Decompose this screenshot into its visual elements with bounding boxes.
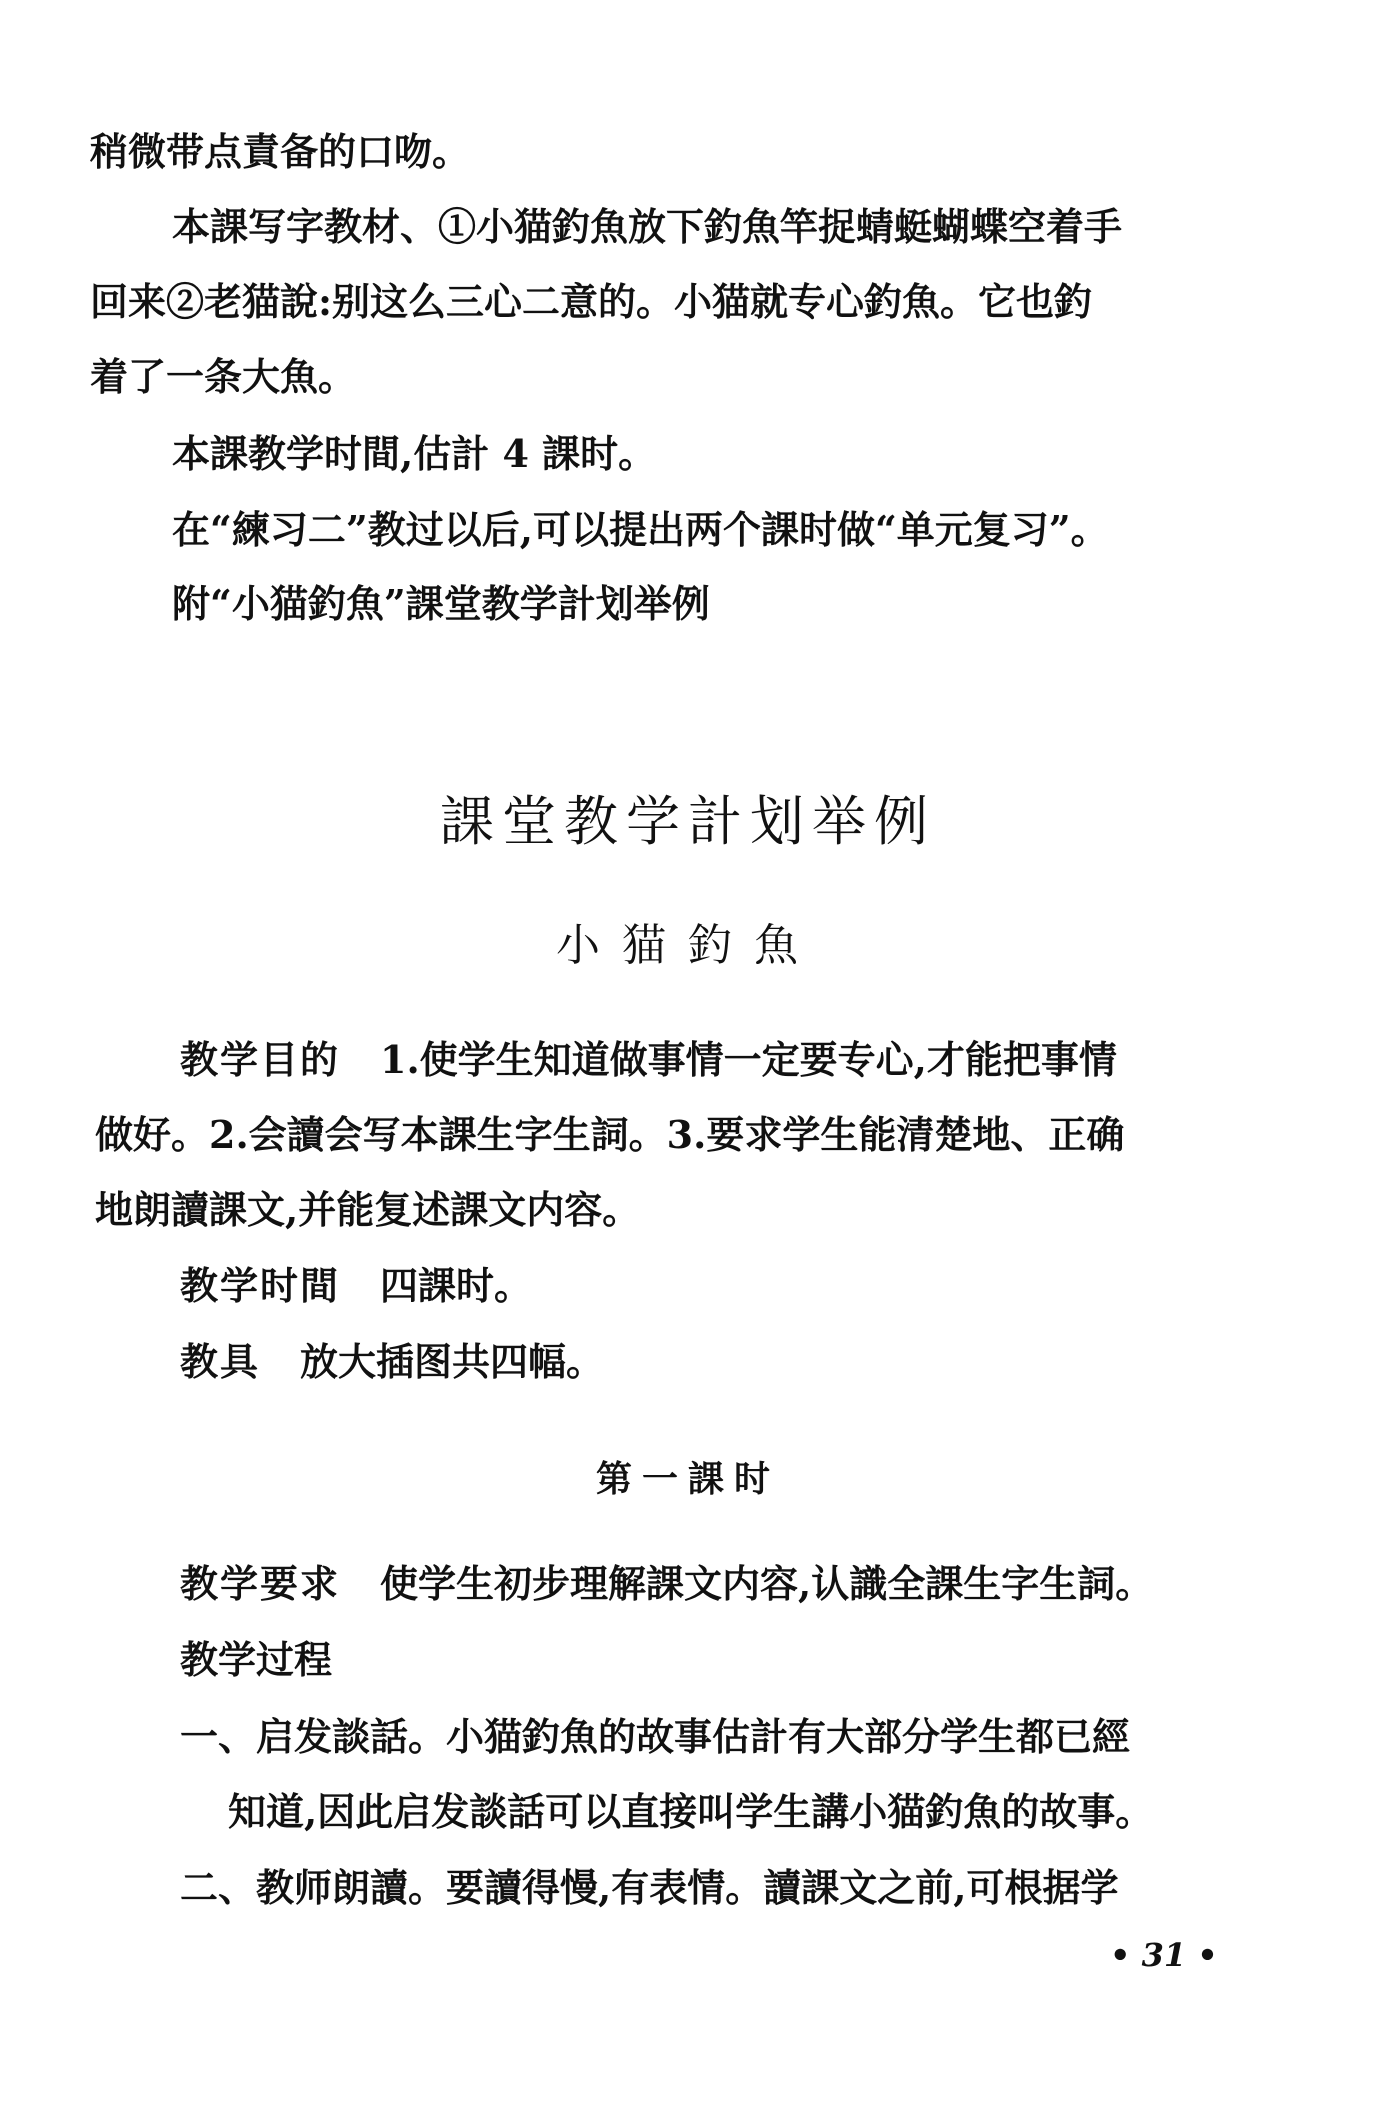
- aids-label: 教具: [180, 1339, 261, 1384]
- duration-value: 四課时。: [380, 1263, 533, 1308]
- objectives-line-2: 做好。2.会讀会写本課生字生詞。3.要求学生能清楚地、正确: [95, 1112, 1125, 1157]
- requirements-value: 使学生初步理解課文内容,认識全課生字生詞。: [380, 1561, 1154, 1606]
- objectives-label: 教学目的: [180, 1037, 341, 1082]
- section-title: 第一課时: [595, 1458, 780, 1500]
- duration-line: [180, 1262, 532, 1310]
- objectives-text-1: 1.使学生知道做事情一定要专心,才能把事情: [380, 1037, 1117, 1082]
- writing-material-line-2: 回来②老猫說:别这么三心二意的。小猫就专心釣魚。它也釣: [90, 279, 1093, 324]
- page-number: • 31 •: [1110, 1936, 1218, 1974]
- writing-material-line-3: 着了一条大魚。: [90, 354, 357, 399]
- lesson-title: 小猫釣魚: [556, 920, 820, 971]
- aids-line: [180, 1338, 604, 1386]
- review-note: 在“練习二”教过以后,可以提出两个課时做“单元复习”。: [172, 507, 1109, 552]
- writing-material-line-1: 本課写字教材、①小猫釣魚放下釣魚竿捉蜻蜓蝴蝶空着手: [172, 204, 1123, 249]
- requirements-line: [180, 1560, 1153, 1608]
- step2-line-1: 二、教师朗讀。要讀得慢,有表情。讀課文之前,可根据学: [180, 1865, 1119, 1910]
- objectives-line-1: [180, 1036, 1117, 1084]
- process-label: 教学过程: [180, 1637, 333, 1682]
- aids-value: 放大插图共四幅。: [300, 1339, 605, 1384]
- step1-line-2: 知道,因此启发談話可以直接叫学生講小猫釣魚的故事。: [228, 1789, 1154, 1834]
- plan-title: 課堂教学計划举例: [440, 790, 936, 853]
- duration-label: 教学时間: [180, 1263, 341, 1308]
- teaching-time-note: 本課教学时間,估計 4 課时。: [172, 431, 657, 476]
- appendix-note: 附“小猫釣魚”課堂教学計划举例: [172, 581, 710, 626]
- continuation-line: 稍微带点責备的口吻。: [90, 129, 471, 174]
- step1-line-1: 一、启发談話。小猫釣魚的故事估計有大部分学生都已經: [180, 1714, 1131, 1759]
- objectives-line-3: 地朗讀課文,并能复述課文内容。: [95, 1187, 641, 1232]
- requirements-label: 教学要求: [180, 1561, 341, 1606]
